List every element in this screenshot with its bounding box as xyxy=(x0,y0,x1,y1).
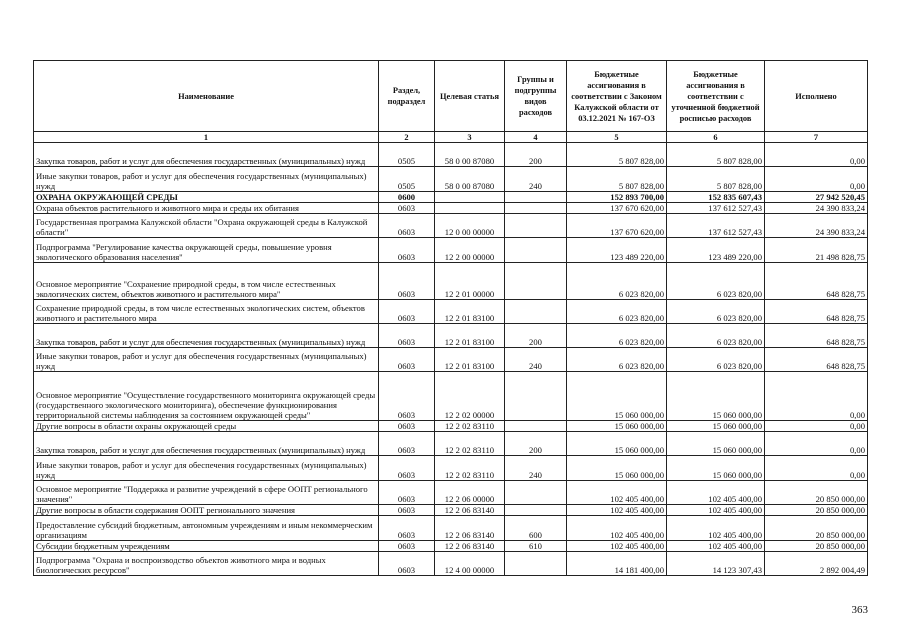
table-row xyxy=(34,505,868,516)
row-section: 0603 xyxy=(379,348,435,372)
row-group xyxy=(505,372,567,421)
row-refined-amount: 15 060 000,00 xyxy=(667,421,765,432)
row-name: Основное мероприятие "Сохранение природной среды, в том числе естественных экологических систем, объектов животного и растительного мира" xyxy=(34,263,379,300)
row-refined-amount: 152 835 607,43 xyxy=(667,192,765,203)
row-law-amount: 5 807 828,00 xyxy=(567,143,667,167)
column-number: 2 xyxy=(379,132,435,143)
row-group xyxy=(505,203,567,214)
row-done-amount: 648 828,75 xyxy=(765,348,868,372)
row-done-amount: 20 850 000,00 xyxy=(765,481,868,505)
row-section: 0600 xyxy=(379,192,435,203)
row-refined-amount: 137 612 527,43 xyxy=(667,203,765,214)
row-group: 240 xyxy=(505,348,567,372)
row-law-amount: 15 060 000,00 xyxy=(567,456,667,481)
row-law-amount: 123 489 220,00 xyxy=(567,238,667,263)
row-done-amount: 20 850 000,00 xyxy=(765,505,868,516)
row-done-amount: 24 390 833,24 xyxy=(765,203,868,214)
row-target: 58 0 00 87080 xyxy=(435,167,505,192)
row-done-amount: 20 850 000,00 xyxy=(765,516,868,541)
row-refined-amount: 5 807 828,00 xyxy=(667,167,765,192)
row-law-amount: 102 405 400,00 xyxy=(567,516,667,541)
row-refined-amount: 6 023 820,00 xyxy=(667,263,765,300)
column-number-row xyxy=(34,132,868,143)
row-section: 0603 xyxy=(379,516,435,541)
row-target xyxy=(435,192,505,203)
row-name: Иные закупки товаров, работ и услуг для обеспечения государственных (муниципальных) нужд xyxy=(34,456,379,481)
row-name: Подпрограмма "Охрана и воспроизводство объектов животного мира и водных биологических ресурсов" xyxy=(34,552,379,576)
row-refined-amount: 102 405 400,00 xyxy=(667,481,765,505)
row-done-amount: 21 498 828,75 xyxy=(765,238,868,263)
row-group: 240 xyxy=(505,167,567,192)
row-done-amount: 24 390 833,24 xyxy=(765,214,868,238)
budget-table xyxy=(33,60,868,576)
row-target: 12 2 06 83140 xyxy=(435,541,505,552)
table-row xyxy=(34,432,868,456)
table-row xyxy=(34,456,868,481)
row-group: 600 xyxy=(505,516,567,541)
row-section: 0603 xyxy=(379,372,435,421)
table-row xyxy=(34,143,868,167)
row-group: 200 xyxy=(505,432,567,456)
row-law-amount: 14 181 400,00 xyxy=(567,552,667,576)
column-number: 3 xyxy=(435,132,505,143)
page-number: 363 xyxy=(851,604,868,616)
row-target: 12 2 02 83110 xyxy=(435,432,505,456)
row-name: Субсидии бюджетным учреждениям xyxy=(34,541,379,552)
table-row xyxy=(34,516,868,541)
row-law-amount: 152 893 700,00 xyxy=(567,192,667,203)
row-section: 0603 xyxy=(379,505,435,516)
row-group: 240 xyxy=(505,456,567,481)
header-section: Раздел, подраздел xyxy=(379,61,435,132)
row-name: Подпрограмма "Регулирование качества окружающей среды, повышение уровня экологического образования населения" xyxy=(34,238,379,263)
row-target: 12 0 00 00000 xyxy=(435,214,505,238)
table-row xyxy=(34,263,868,300)
row-law-amount: 6 023 820,00 xyxy=(567,348,667,372)
row-section: 0603 xyxy=(379,481,435,505)
row-section: 0603 xyxy=(379,300,435,324)
row-target: 12 2 02 83110 xyxy=(435,421,505,432)
row-refined-amount: 15 060 000,00 xyxy=(667,432,765,456)
row-done-amount: 648 828,75 xyxy=(765,324,868,348)
table-row xyxy=(34,372,868,421)
row-refined-amount: 15 060 000,00 xyxy=(667,456,765,481)
row-law-amount: 15 060 000,00 xyxy=(567,372,667,421)
row-target: 12 2 06 00000 xyxy=(435,481,505,505)
row-group xyxy=(505,192,567,203)
row-refined-amount: 5 807 828,00 xyxy=(667,143,765,167)
row-law-amount: 5 807 828,00 xyxy=(567,167,667,192)
row-section: 0603 xyxy=(379,432,435,456)
row-section: 0603 xyxy=(379,552,435,576)
row-section: 0603 xyxy=(379,324,435,348)
row-section: 0603 xyxy=(379,214,435,238)
row-law-amount: 137 670 620,00 xyxy=(567,214,667,238)
table-row xyxy=(34,481,868,505)
table-row xyxy=(34,552,868,576)
row-law-amount: 102 405 400,00 xyxy=(567,481,667,505)
table-row xyxy=(34,541,868,552)
table-row xyxy=(34,214,868,238)
row-done-amount: 0,00 xyxy=(765,432,868,456)
row-name: Основное мероприятие "Осуществление государственного мониторинга окружающей среды (государственного экологического мониторинга), обеспечение функционирования территориальной системы наблюдения за состоянием окружающей среды" xyxy=(34,372,379,421)
row-section: 0603 xyxy=(379,541,435,552)
row-refined-amount: 123 489 220,00 xyxy=(667,238,765,263)
header-name: Наименование xyxy=(34,61,379,132)
row-name: Охрана объектов растительного и животного мира и среды их обитания xyxy=(34,203,379,214)
table-row xyxy=(34,203,868,214)
row-done-amount: 648 828,75 xyxy=(765,300,868,324)
row-law-amount: 6 023 820,00 xyxy=(567,263,667,300)
row-name: Предоставление субсидий бюджетным, автономным учреждениям и иным некоммерческим организациям xyxy=(34,516,379,541)
row-target: 12 2 01 83100 xyxy=(435,300,505,324)
row-group: 200 xyxy=(505,143,567,167)
row-refined-amount: 102 405 400,00 xyxy=(667,505,765,516)
row-target xyxy=(435,203,505,214)
row-group xyxy=(505,481,567,505)
row-done-amount: 648 828,75 xyxy=(765,263,868,300)
row-name: Закупка товаров, работ и услуг для обеспечения государственных (муниципальных) нужд xyxy=(34,324,379,348)
row-group xyxy=(505,421,567,432)
row-law-amount: 102 405 400,00 xyxy=(567,541,667,552)
row-done-amount: 0,00 xyxy=(765,372,868,421)
row-refined-amount: 6 023 820,00 xyxy=(667,324,765,348)
row-name: Иные закупки товаров, работ и услуг для обеспечения государственных (муниципальных) нужд xyxy=(34,348,379,372)
row-name: Сохранение природной среды, в том числе естественных экологических систем, объектов животного и растительного мира xyxy=(34,300,379,324)
row-law-amount: 15 060 000,00 xyxy=(567,421,667,432)
row-group xyxy=(505,552,567,576)
row-law-amount: 6 023 820,00 xyxy=(567,300,667,324)
row-done-amount: 2 892 004,49 xyxy=(765,552,868,576)
header-group: Группы и подгруппы видов расходов xyxy=(505,61,567,132)
row-name: Другие вопросы в области содержания ООПТ регионального значения xyxy=(34,505,379,516)
row-name: Иные закупки товаров, работ и услуг для обеспечения государственных (муниципальных) нужд xyxy=(34,167,379,192)
row-group xyxy=(505,238,567,263)
header-row xyxy=(34,61,868,132)
table-row xyxy=(34,192,868,203)
table-row xyxy=(34,348,868,372)
column-number: 1 xyxy=(34,132,379,143)
column-number: 6 xyxy=(667,132,765,143)
row-group: 200 xyxy=(505,324,567,348)
row-refined-amount: 14 123 307,43 xyxy=(667,552,765,576)
row-refined-amount: 6 023 820,00 xyxy=(667,348,765,372)
row-name: ОХРАНА ОКРУЖАЮЩЕЙ СРЕДЫ xyxy=(34,192,379,203)
row-section: 0603 xyxy=(379,238,435,263)
row-target: 12 2 01 83100 xyxy=(435,324,505,348)
header-target: Целевая статья xyxy=(435,61,505,132)
row-target: 12 2 02 00000 xyxy=(435,372,505,421)
row-refined-amount: 102 405 400,00 xyxy=(667,541,765,552)
column-number: 7 xyxy=(765,132,868,143)
row-name: Другие вопросы в области охраны окружающей среды xyxy=(34,421,379,432)
row-section: 0603 xyxy=(379,203,435,214)
row-group xyxy=(505,214,567,238)
table-row xyxy=(34,167,868,192)
row-done-amount: 27 942 520,45 xyxy=(765,192,868,203)
row-name: Основное мероприятие "Поддержка и развитие учреждений в сфере ООПТ регионального значения" xyxy=(34,481,379,505)
row-target: 58 0 00 87080 xyxy=(435,143,505,167)
row-done-amount: 0,00 xyxy=(765,143,868,167)
row-target: 12 2 01 00000 xyxy=(435,263,505,300)
table-row xyxy=(34,238,868,263)
row-done-amount: 0,00 xyxy=(765,167,868,192)
row-target: 12 4 00 00000 xyxy=(435,552,505,576)
row-section: 0603 xyxy=(379,421,435,432)
row-law-amount: 137 670 620,00 xyxy=(567,203,667,214)
row-name: Закупка товаров, работ и услуг для обеспечения государственных (муниципальных) нужд xyxy=(34,143,379,167)
header-refined: Бюджетные ассигнования в соответствии с уточненной бюджетной росписью расходов xyxy=(667,61,765,132)
row-section: 0505 xyxy=(379,143,435,167)
row-group xyxy=(505,505,567,516)
row-law-amount: 6 023 820,00 xyxy=(567,324,667,348)
row-target: 12 2 02 83110 xyxy=(435,456,505,481)
row-target: 12 2 06 83140 xyxy=(435,505,505,516)
row-section: 0603 xyxy=(379,456,435,481)
row-done-amount: 0,00 xyxy=(765,421,868,432)
row-name: Закупка товаров, работ и услуг для обеспечения государственных (муниципальных) нужд xyxy=(34,432,379,456)
header-done: Исполнено xyxy=(765,61,868,132)
table-row xyxy=(34,421,868,432)
header-law: Бюджетные ассигнования в соответствии с Законом Калужской области от 03.12.2021 № 167-ОЗ xyxy=(567,61,667,132)
column-number: 5 xyxy=(567,132,667,143)
row-group xyxy=(505,300,567,324)
row-target: 12 2 06 83140 xyxy=(435,516,505,541)
column-number: 4 xyxy=(505,132,567,143)
row-done-amount: 0,00 xyxy=(765,456,868,481)
row-section: 0505 xyxy=(379,167,435,192)
row-group xyxy=(505,263,567,300)
row-target: 12 2 01 83100 xyxy=(435,348,505,372)
row-refined-amount: 102 405 400,00 xyxy=(667,516,765,541)
row-section: 0603 xyxy=(379,263,435,300)
table-row xyxy=(34,300,868,324)
row-done-amount: 20 850 000,00 xyxy=(765,541,868,552)
row-target: 12 2 00 00000 xyxy=(435,238,505,263)
row-name: Государственная программа Калужской области "Охрана окружающей среды в Калужской области" xyxy=(34,214,379,238)
table-row xyxy=(34,324,868,348)
row-refined-amount: 15 060 000,00 xyxy=(667,372,765,421)
row-group: 610 xyxy=(505,541,567,552)
row-law-amount: 15 060 000,00 xyxy=(567,432,667,456)
row-refined-amount: 6 023 820,00 xyxy=(667,300,765,324)
row-refined-amount: 137 612 527,43 xyxy=(667,214,765,238)
row-law-amount: 102 405 400,00 xyxy=(567,505,667,516)
